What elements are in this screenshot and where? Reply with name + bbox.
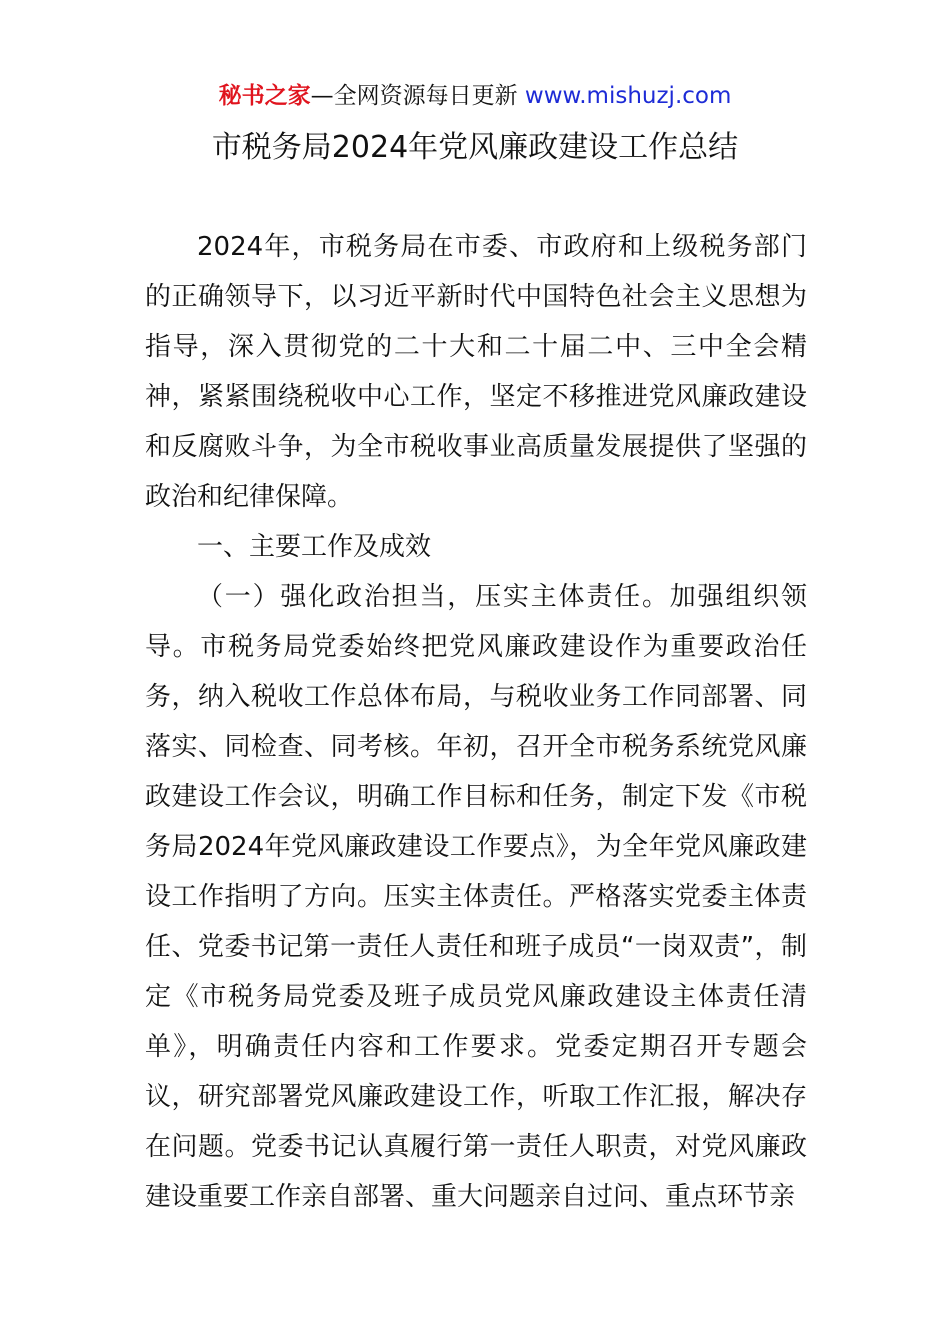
section-heading: 一、主要工作及成效 — [197, 532, 432, 562]
banner-brand: 秘书之家 — [218, 83, 311, 109]
document-title: 市税务局2024年党风廉政建设工作总结 — [211, 130, 739, 165]
document-body — [145, 222, 807, 1222]
intro-paragraph: 2024年，市税务局在市委、市政府和上级税务部门的正确领导下，以习近平新时代中国特色社会主义思想为指导，深入贯彻党的二十大和二十届二中、三中全会精神，紧紧围绕税收中心工作，坚定不移推进党风廉政建设和反腐败斗争，为全市税收事业高质量发展提供了坚强的政治和纪律保障。 — [145, 232, 807, 512]
banner-site-url: www.mishuzj.com — [524, 83, 732, 109]
watermark-banner — [0, 80, 950, 112]
subsection-paragraph: （一）强化政治担当，压实主体责任。加强组织领导。市税务局党委始终把党风廉政建设作为重要政治任务，纳入税收工作总体布局，与税收业务工作同部署、同落实、同检查、同考核。年初，召开全市税务系统党风廉政建设工作会议，明确工作目标和任务，制定下发《市税务局2024年党风廉政建设工作要点》，为全年党风廉政建设工作指明了方向。压实主体责任。严格落实党委主体责任、党委书记第一责任人责任和班子成员“一岗双责”，制定《市税务局党委及班子成员党风廉政建设主体责任清单》，明确责任内容和工作要求。党委定期召开专题会议，研究部署党风廉政建设工作，听取工作汇报，解决存在问题。党委书记认真履行第一责任人职责，对党风廉政建设重要工作亲自部署、重大问题亲自过问、重点环节亲 — [145, 582, 807, 1212]
banner-tagline: —全网资源每日更新 — [310, 83, 525, 109]
